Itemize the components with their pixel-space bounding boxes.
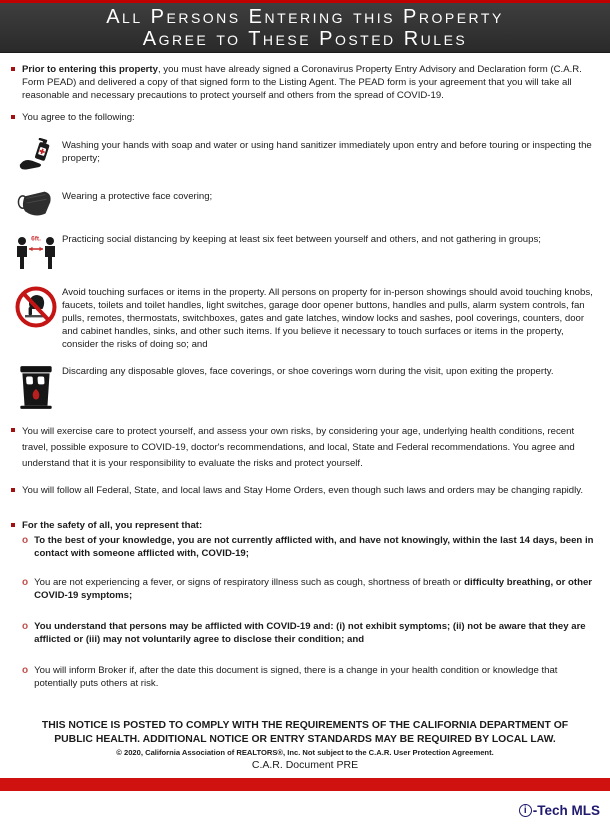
circled-i-icon: i xyxy=(519,804,532,817)
rule-text: Discarding any disposable gloves, face coverings, or shoe coverings worn during the visit, upon exiting the property. xyxy=(62,366,554,377)
agree-text: You agree to the following: xyxy=(22,112,135,123)
bullet-marker xyxy=(11,115,15,119)
safety-heading-bullet xyxy=(10,519,602,532)
safety-item-regular: You are not experiencing a fever, or signs of respiratory illness such as cough, shortness of breath or xyxy=(34,577,465,588)
safety-item-bold: To the best of your knowledge, you are not currently afflicted with, and have not knowingly, within the last 14 days, been in contact with someone afflicted with, COVID-19; xyxy=(34,535,594,559)
rule-text: Avoid touching surfaces or items in the property. All persons on property for in-person showings should avoid touching knobs, faucets, toilets and toilet handles, light switches, garage door opener buttons, handles and pulls, alarm system controls, fan pulls, remotes, thermostats, switchboxes, gates and gate latches, window locks and sashes, pool coverings, counters, door and cabinet handles, sinks, and other such items. If you believe it necessary to touch surfaces or items in the property, consider the risks of doing so; and xyxy=(62,287,593,350)
rule-avoid-touching xyxy=(10,284,602,351)
bullet-marker xyxy=(11,488,15,492)
face-mask-icon xyxy=(10,188,62,219)
sub-bullet-marker: o xyxy=(22,535,29,546)
logo-text: -Tech MLS xyxy=(532,803,600,818)
document-name: C.A.R. Document PRE xyxy=(251,759,359,771)
poster-body xyxy=(0,53,610,690)
safety-item-afflicted xyxy=(22,620,602,646)
hand-sanitizer-icon xyxy=(10,137,62,176)
sub-bullet-marker: o xyxy=(22,621,29,632)
rule-text: Practicing social distancing by keeping at least six feet between yourself and others, and not gathering in groups; xyxy=(62,234,541,245)
rule-text: Washing your hands with soap and water or using hand sanitizer immediately upon entry and before touring or inspecting the property; xyxy=(62,140,592,164)
social-distancing-icon xyxy=(10,231,62,274)
distance-label: 6ft. xyxy=(31,235,41,243)
safety-item-text xyxy=(34,576,602,602)
copyright-line: © 2020, California Association of REALTORS®, Inc. Not subject to the C.A.R. User Protection Agreement. xyxy=(116,748,494,757)
sub-bullet-marker: o xyxy=(22,665,29,676)
safety-heading-text: For the safety of all, you represent that: xyxy=(22,520,203,531)
rule-hand-washing xyxy=(10,137,602,176)
rule-text: Wearing a protective face covering; xyxy=(62,191,213,202)
compliance-notice xyxy=(0,719,610,747)
exercise-care-bullet xyxy=(10,424,602,472)
safety-item-regular: You will inform Broker if, after the date this document is signed, there is a change in your health condition or knowledge that potentially puts others at risk. xyxy=(34,665,558,689)
safety-item-knowledge xyxy=(22,534,602,560)
safety-item-text xyxy=(34,534,602,560)
rule-social-distancing xyxy=(10,231,602,274)
icon-rule-list xyxy=(10,137,602,412)
intro-lead-bold: Prior to entering this property xyxy=(22,64,158,75)
discard-bin-icon xyxy=(10,363,62,412)
safety-item-text xyxy=(34,664,602,690)
poster-header xyxy=(0,3,610,53)
safety-heading xyxy=(22,519,202,532)
safety-item-symptoms xyxy=(22,576,602,602)
rule-face-covering xyxy=(10,188,602,219)
bottom-red-bar xyxy=(0,778,610,791)
safety-item-inform-broker xyxy=(22,664,602,690)
safety-item-bold: You understand that persons may be afflicted with COVID-19 and: (i) not exhibit symptoms; (ii) not be aware that they are afflicted or (iii) may not voluntarily agree to disclose their condition; and xyxy=(34,621,586,645)
follow-laws-bullet xyxy=(10,484,602,497)
rule-discard-ppe xyxy=(10,363,602,412)
agree-bullet xyxy=(10,111,602,124)
sub-bullet-marker: o xyxy=(22,577,29,588)
safety-item-text xyxy=(34,620,602,646)
intro-rest: , you must have already signed a Coronavirus Property Entry Advisory and Declaration form (C.A.R. Form PEAD) and delivered a copy of that signed form to the Listing Agent. The PEAD form is your agreement that you will take all reasonable and necessary precautions to protect yourself and others from the spread of COVID-19. xyxy=(22,64,582,101)
follow-laws-text: You will follow all Federal, State, and local laws and Stay Home Orders, even though such laws and orders may be changing rapidly. xyxy=(22,485,584,496)
compliance-notice-text: THIS NOTICE IS POSTED TO COMPLY WITH THE REQUIREMENTS OF THE CALIFORNIA DEPARTMENT OF PUBLIC HEALTH. ADDITIONAL NOTICE OR ENTRY STANDARDS MAY BE REQUIRED BY LOCAL LAW. xyxy=(41,720,569,745)
itech-mls-logo xyxy=(519,803,600,818)
intro-bullet xyxy=(10,63,602,102)
header-title-line2: Agree to These Posted Rules xyxy=(142,28,468,50)
header-title-line1: All Persons Entering this Property xyxy=(106,6,504,28)
intro-text xyxy=(22,63,602,102)
no-touching-icon xyxy=(10,284,62,329)
safety-item-bold: difficulty breathing, or other COVID-19 symptoms; xyxy=(34,577,593,601)
bullet-marker xyxy=(11,523,15,527)
exercise-care-text: You will exercise care to protect yourself, and assess your own risks, by considering your age, underlying health conditions, recent travel, possible exposure to COVID-19, doctor's recommendations, and local, State and Federal recommendations. You agree and understand that it is your responsibility to evaluate the risks and protect yourself. xyxy=(22,426,575,469)
bullet-marker xyxy=(11,428,15,432)
bullet-marker xyxy=(11,67,15,71)
